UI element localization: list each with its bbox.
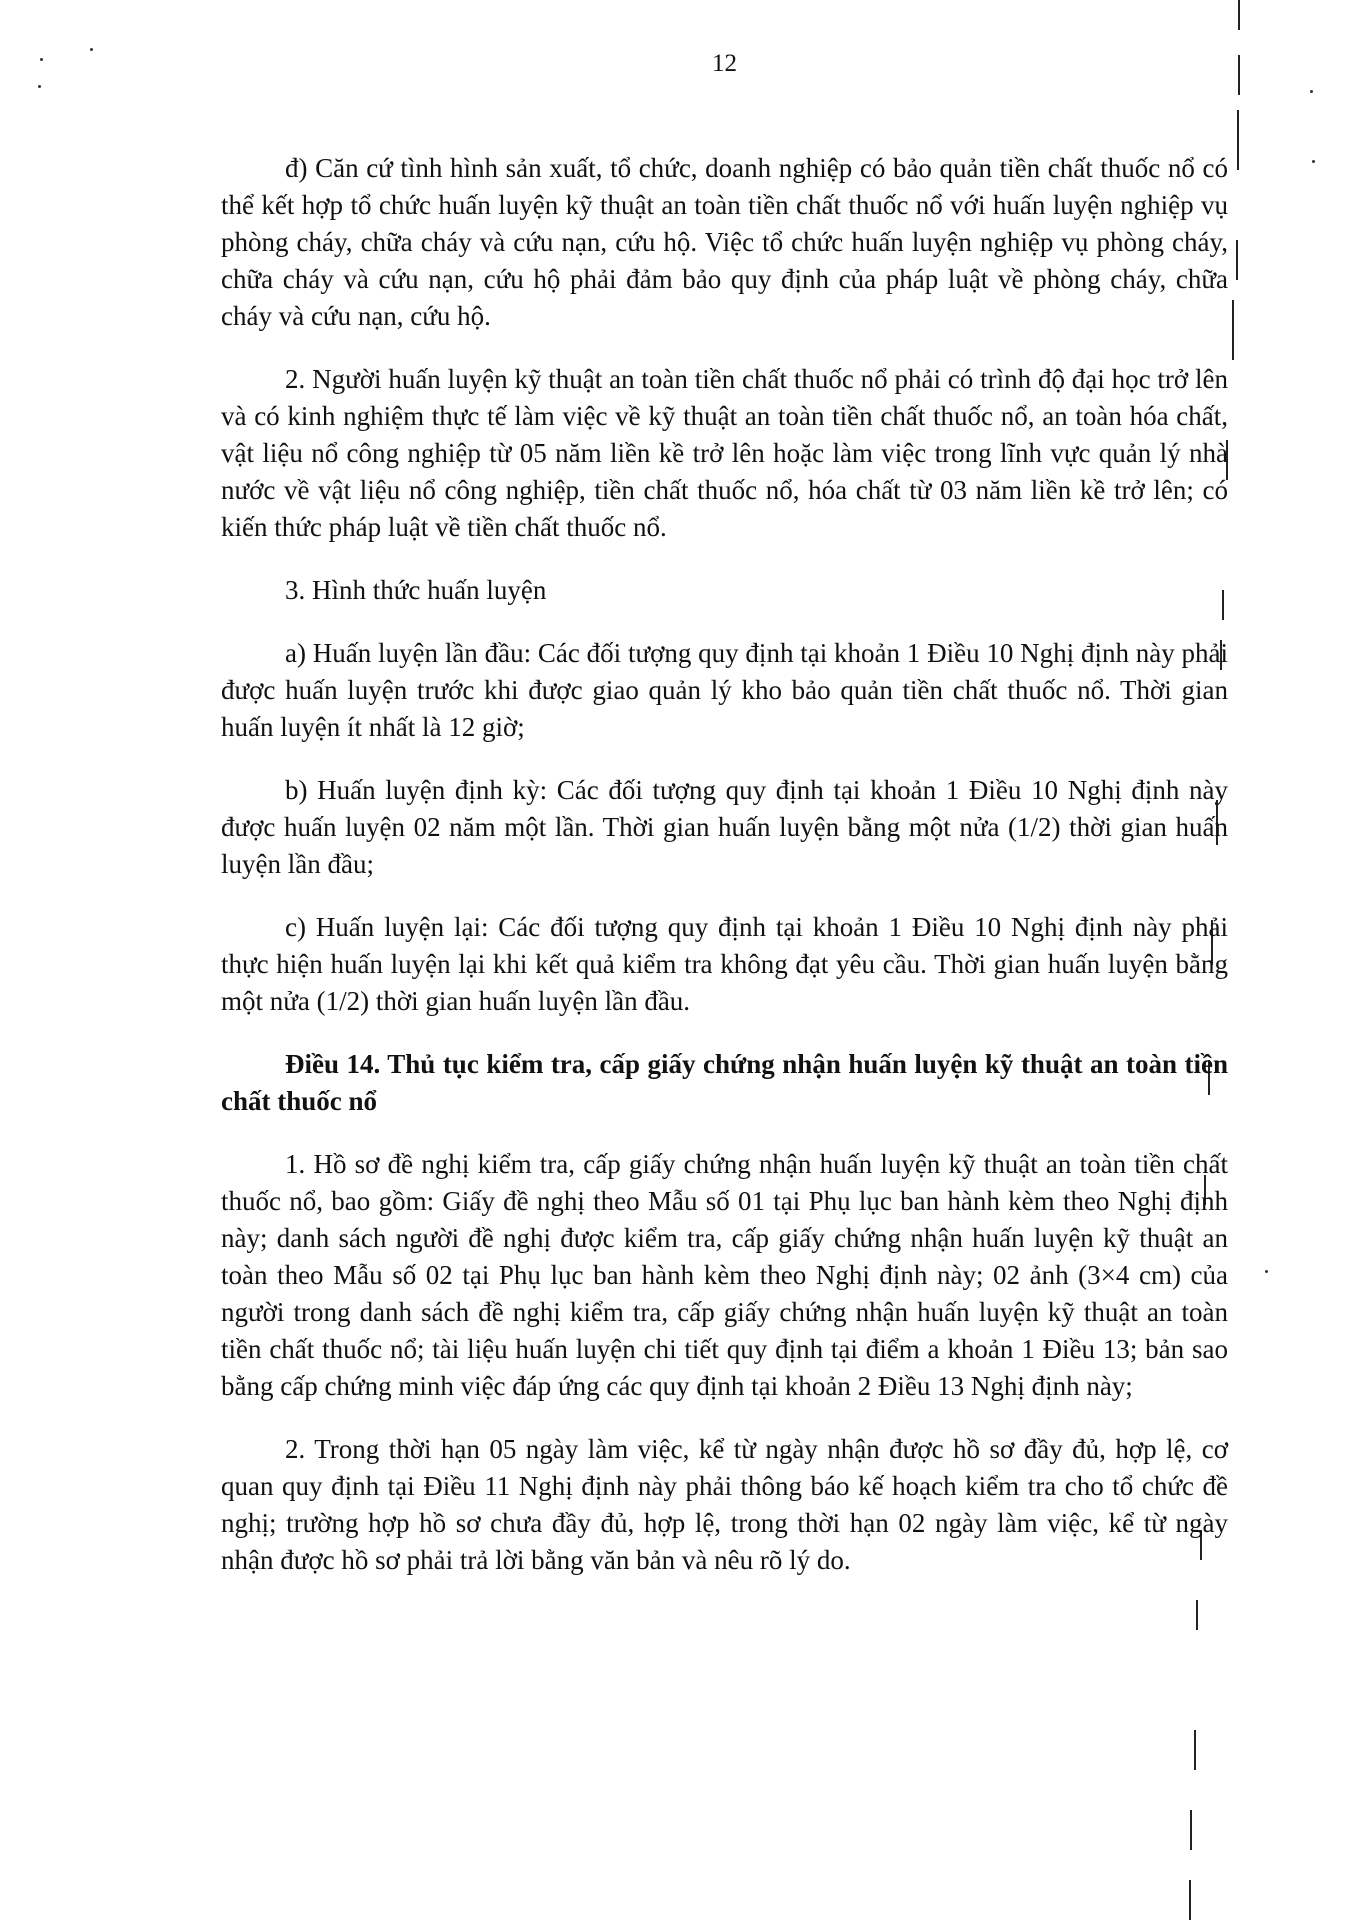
article-14-clause-2: 2. Trong thời hạn 05 ngày làm việc, kể từ ngày nhận được hồ sơ đầy đủ, hợp lệ, cơ quan quy định tại Điều 11 Nghị định này phải thông báo kế hoạch kiểm tra cho tổ chức đề nghị; trường hợp hồ sơ chưa đầy đủ, hợp lệ, trong thời hạn 02 ngày làm việc, kể từ ngày nhận được hồ sơ phải trả lời bằng văn bản và nêu rõ lý do.: [221, 1434, 1228, 1575]
paragraph-trainer-qualification: 2. Người huấn luyện kỹ thuật an toàn tiền chất thuốc nổ phải có trình độ đại học trở lên và có kinh nghiệm thực tế làm việc về kỹ thuật an toàn tiền chất thuốc nổ, an toàn hóa chất, vật liệu nổ công nghiệp từ 05 năm liền kề trở lên hoặc làm việc trong lĩnh vực quản lý nhà nước về vật liệu nổ công nghiệp, tiền chất thuốc nổ, hóa chất từ 03 năm liền kề trở lên; có kiến thức pháp luật về tiền chất thuốc nổ.: [221, 364, 1228, 542]
paragraph-initial-training: a) Huấn luyện lần đầu: Các đối tượng quy định tại khoản 1 Điều 10 Nghị định này phải được huấn luyện trước khi được giao quản lý kho bảo quản tiền chất thuốc nổ. Thời gian huấn luyện ít nhất là 12 giờ;: [221, 638, 1228, 742]
article-14-clause-1: 1. Hồ sơ đề nghị kiểm tra, cấp giấy chứng nhận huấn luyện kỹ thuật an toàn tiền chất thuốc nổ, bao gồm: Giấy đề nghị theo Mẫu số 01 tại Phụ lục ban hành kèm theo Nghị định này; danh sách người đề nghị được kiểm tra, cấp giấy chứng nhận huấn luyện kỹ thuật an toàn theo Mẫu số 02 tại Phụ lục ban hành kèm theo Nghị định này; 02 ảnh (3×4 cm) của người trong danh sách đề nghị kiểm tra, cấp giấy chứng nhận huấn luyện kỹ thuật an toàn tiền chất thuốc nổ; tài liệu huấn luyện chi tiết quy định tại điểm a khoản 1 Điều 13; bản sao bằng cấp chứng minh việc đáp ứng các quy định tại khoản 2 Điều 13 Nghị định này;: [221, 1149, 1228, 1401]
scan-speck: [1312, 160, 1315, 163]
scan-edge-line: [1236, 240, 1238, 280]
paragraph-periodic-training: b) Huấn luyện định kỳ: Các đối tượng quy định tại khoản 1 Điều 10 Nghị định này được huấn luyện 02 năm một lần. Thời gian huấn luyện bằng một nửa (1/2) thời gian huấn luyện lần đầu;: [221, 775, 1228, 879]
scan-edge-line: [1237, 110, 1239, 170]
paragraph-d-training-combination: đ) Căn cứ tình hình sản xuất, tổ chức, doanh nghiệp có bảo quản tiền chất thuốc nổ có thể kết hợp tổ chức huấn luyện kỹ thuật an toàn tiền chất thuốc nổ với huấn luyện nghiệp vụ phòng cháy, chữa cháy và cứu nạn, cứu hộ. Việc tổ chức huấn luyện nghiệp vụ phòng cháy, chữa cháy và cứu nạn, cứu hộ phải đảm bảo quy định của pháp luật về phòng cháy, chữa cháy và cứu nạn, cứu hộ.: [221, 153, 1228, 331]
document-body: [221, 150, 1228, 1605]
paragraph-retraining: c) Huấn luyện lại: Các đối tượng quy định tại khoản 1 Điều 10 Nghị định này phải thực hiện huấn luyện lại khi kết quả kiểm tra không đạt yêu cầu. Thời gian huấn luyện bằng một nửa (1/2) thời gian huấn luyện lần đầu.: [221, 912, 1228, 1016]
scan-edge-line: [1194, 1730, 1196, 1770]
scan-edge-line: [1189, 1880, 1191, 1920]
scan-edge-line: [1238, 0, 1240, 30]
scan-speck: [1310, 90, 1313, 93]
article-14-heading: Điều 14. Thủ tục kiểm tra, cấp giấy chứng nhận huấn luyện kỹ thuật an toàn tiền chất thuốc nổ: [221, 1049, 1228, 1116]
page-number: 12: [712, 50, 737, 77]
scan-edge-line: [1190, 1810, 1192, 1850]
scan-edge-line: [1232, 300, 1234, 360]
scan-speck: [38, 85, 41, 88]
paragraph-training-forms-heading: 3. Hình thức huấn luyện: [285, 575, 547, 605]
scan-speck: [1265, 1270, 1268, 1273]
